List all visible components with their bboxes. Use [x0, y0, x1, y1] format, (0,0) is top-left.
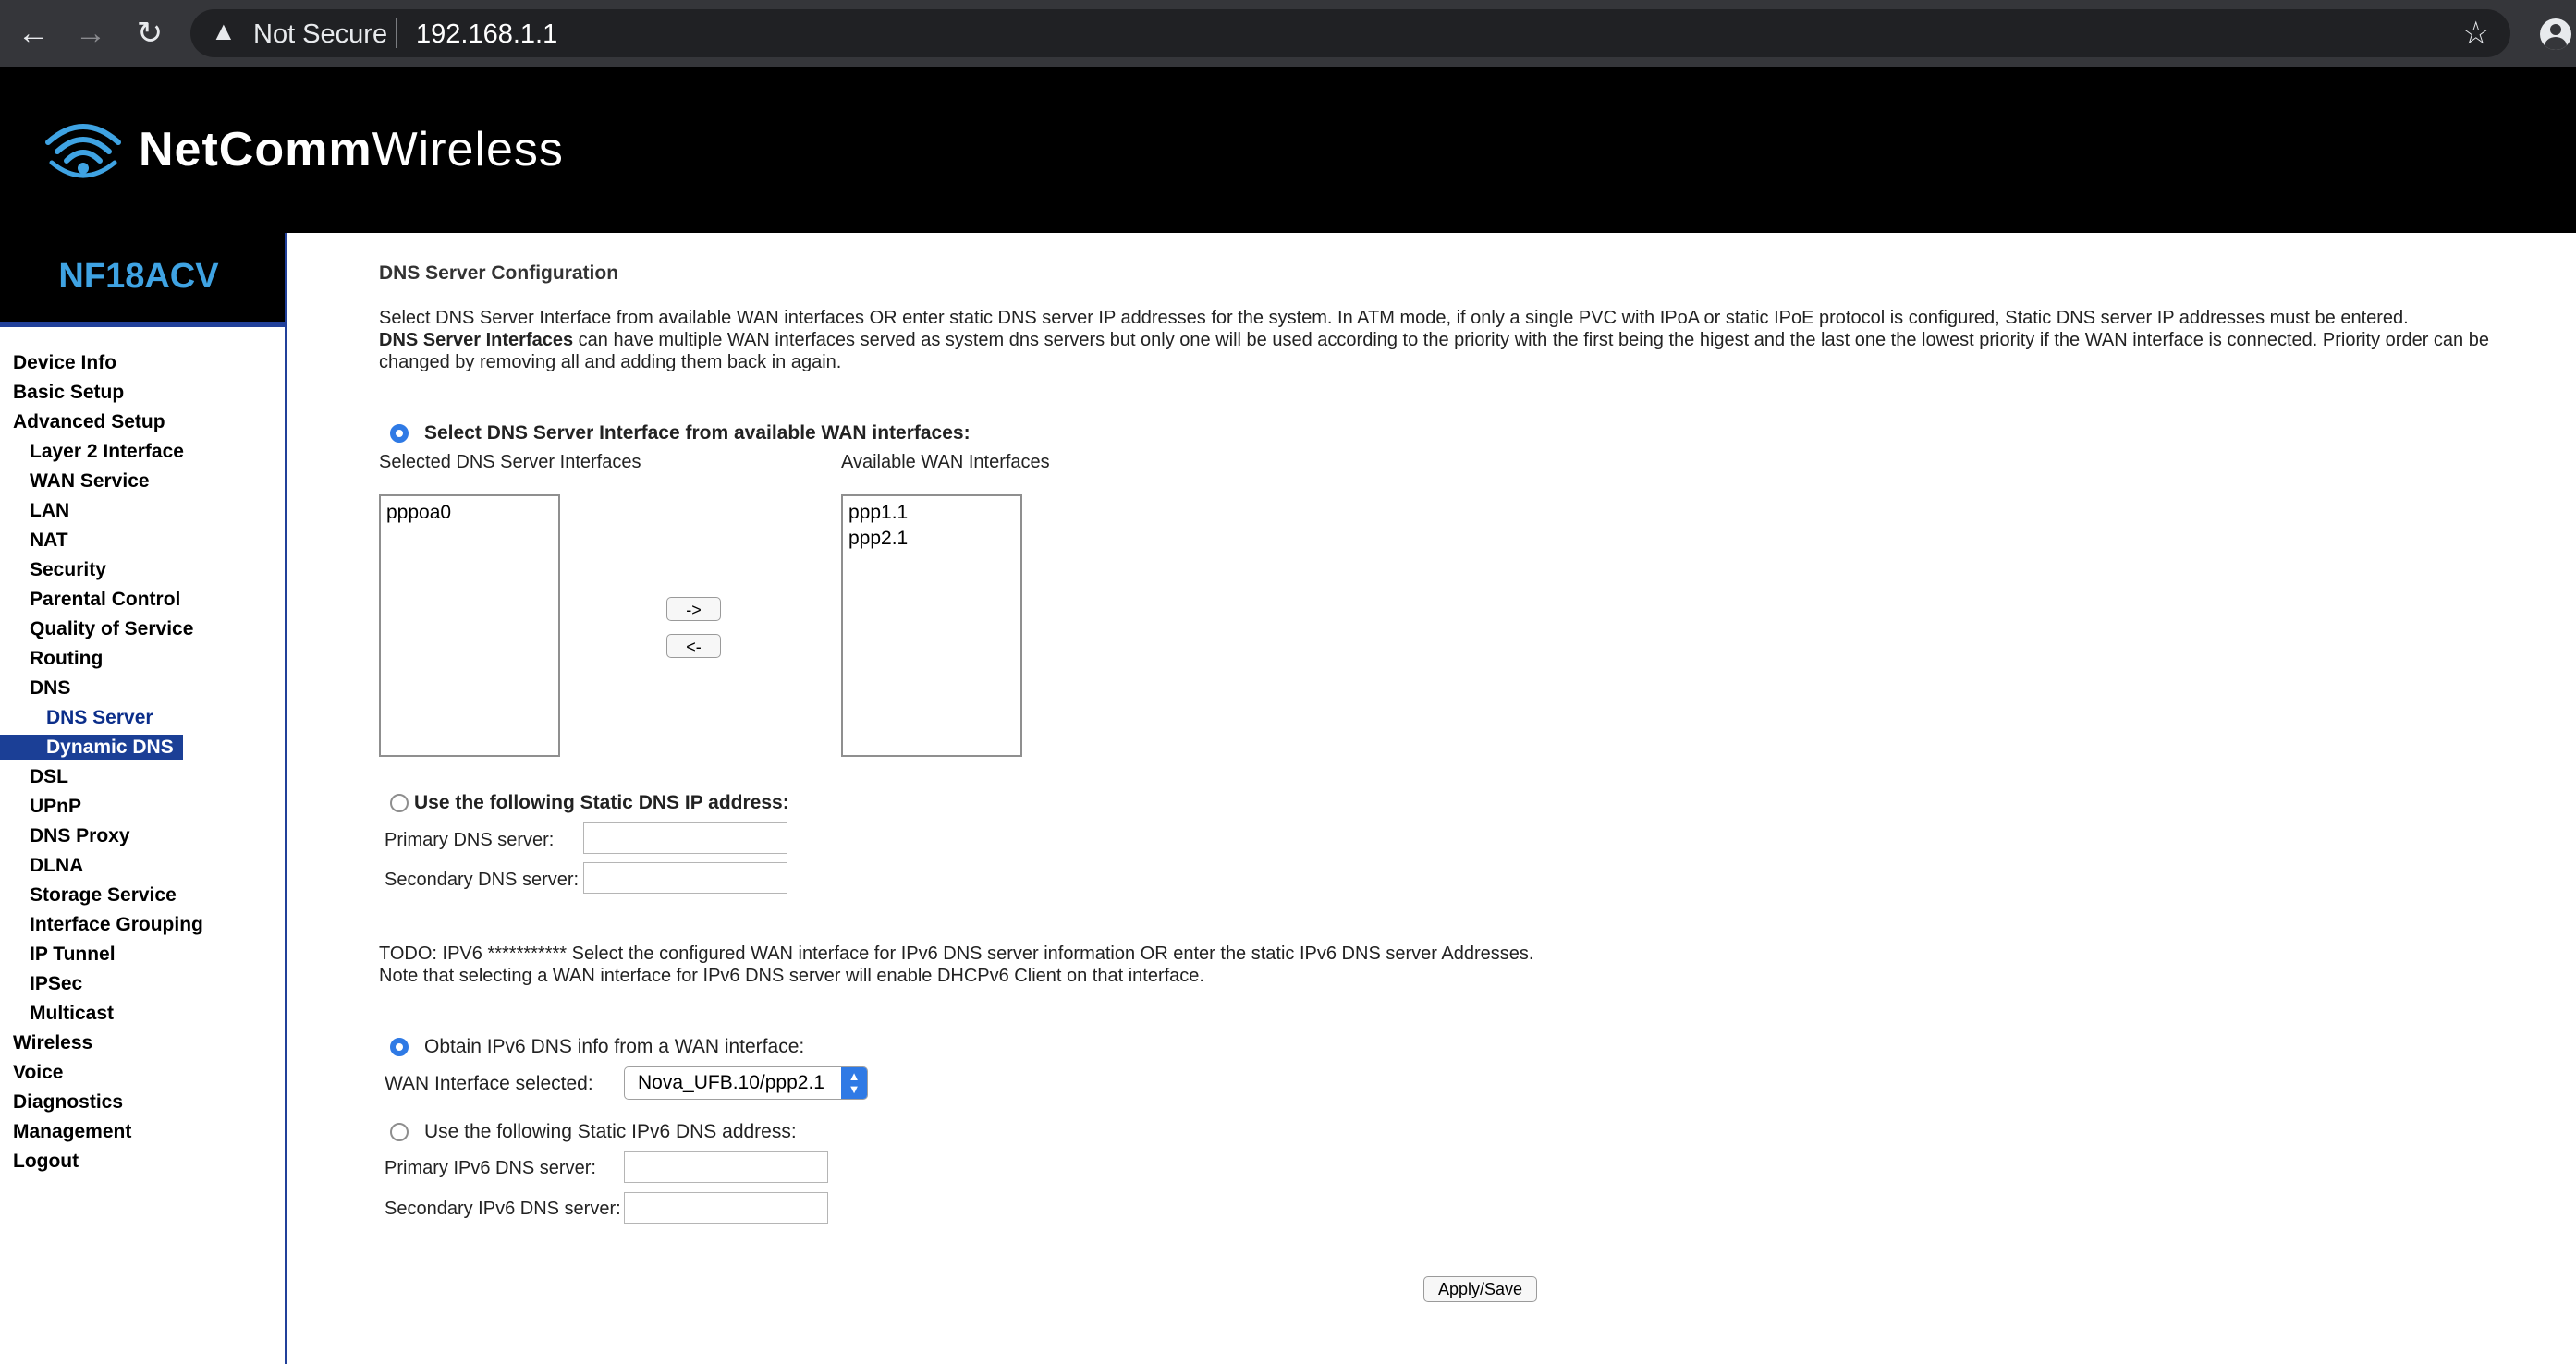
security-indicator[interactable]: Not Secure — [253, 19, 388, 49]
wan-interface-value: Nova_UFB.10/ppp2.1 — [638, 1072, 824, 1093]
sidebar-item-interface-grouping[interactable] — [0, 910, 285, 940]
sidebar-item-ipsec[interactable] — [0, 969, 285, 999]
sidebar-item-label: Security — [30, 559, 106, 580]
back-icon[interactable]: ← — [18, 16, 49, 51]
primary-ipv6-label: Primary IPv6 DNS server: — [385, 1158, 596, 1178]
wifi-logo-icon — [43, 115, 124, 183]
warning-icon: ▲ — [211, 17, 237, 45]
router-header — [0, 67, 2576, 233]
radio-static-dns-label: Use the following Static DNS IP address: — [414, 792, 789, 813]
radio-ipv6-static[interactable] — [390, 1123, 409, 1141]
move-right-button[interactable]: -> — [666, 597, 721, 621]
sidebar-item-label: IP Tunnel — [30, 944, 116, 965]
primary-dns-label: Primary DNS server: — [385, 830, 555, 850]
sidebar-item-label: Layer 2 Interface — [30, 441, 184, 462]
sidebar-item-label: Multicast — [30, 1003, 115, 1024]
sidebar-item-label: DNS Server — [46, 707, 153, 728]
sidebar-item-label: NAT — [30, 530, 68, 551]
radio-ipv6-static-label: Use the following Static IPv6 DNS address: — [424, 1121, 797, 1142]
sidebar-item-label: Voice — [13, 1062, 64, 1083]
list-item[interactable]: pppoa0 — [386, 502, 452, 523]
apply-save-button[interactable]: Apply/Save — [1423, 1276, 1537, 1302]
sidebar-item-basic-setup[interactable] — [0, 378, 285, 408]
sidebar-item-dns-proxy[interactable] — [0, 822, 285, 851]
wan-interface-select[interactable] — [624, 1066, 868, 1100]
sidebar-item-storage-service[interactable] — [0, 881, 285, 910]
sidebar-item-label: Advanced Setup — [13, 411, 165, 432]
sidebar-item-security[interactable] — [0, 555, 285, 585]
radio-wan-interface-label: Select DNS Server Interface from available WAN interfaces: — [424, 422, 971, 444]
description-line-1: Select DNS Server Interface from available WAN interfaces OR enter static DNS server IP addresses for the system. In ATM mode, if only a single PVC with IPoA or static IPoE protocol is configured, Static DNS server IP addresses must be entered. — [379, 308, 2409, 328]
primary-ipv6-input[interactable] — [624, 1151, 828, 1183]
description-line-3: changed by removing all and adding them back in again. — [379, 352, 842, 372]
sidebar-item-label: Routing — [30, 648, 104, 669]
sidebar-item-voice[interactable] — [0, 1058, 285, 1088]
sidebar-item-wan-service[interactable] — [0, 467, 285, 496]
sidebar-item-routing[interactable] — [0, 644, 285, 674]
secondary-dns-input[interactable] — [583, 862, 787, 894]
available-interfaces-list[interactable] — [841, 494, 1022, 757]
profile-icon[interactable] — [2540, 18, 2571, 50]
sidebar-item-upnp[interactable] — [0, 792, 285, 822]
sidebar-item-dns[interactable] — [0, 674, 285, 703]
secondary-ipv6-input[interactable] — [624, 1192, 828, 1224]
radio-ipv6-wan-label: Obtain IPv6 DNS info from a WAN interface: — [424, 1036, 805, 1057]
sidebar-item-label: Diagnostics — [13, 1091, 124, 1113]
sidebar-item-label: Logout — [13, 1151, 79, 1172]
model-name: NF18ACV — [58, 257, 219, 296]
model-box — [0, 233, 285, 327]
wan-interface-label: WAN Interface selected: — [385, 1073, 593, 1094]
radio-wan-interface[interactable] — [390, 424, 409, 443]
sidebar-item-lan[interactable] — [0, 496, 285, 526]
secondary-ipv6-label: Secondary IPv6 DNS server: — [385, 1199, 621, 1219]
sidebar-item-wireless[interactable] — [0, 1029, 285, 1058]
sidebar-item-label: IPSec — [30, 973, 83, 994]
sidebar-item-label: Dynamic DNS — [0, 735, 183, 760]
sidebar-item-diagnostics[interactable] — [0, 1088, 285, 1117]
sidebar-item-label: Storage Service — [30, 884, 177, 906]
sidebar-item-device-info[interactable] — [0, 348, 285, 378]
sidebar-item-dsl[interactable] — [0, 762, 285, 792]
sidebar-item-dynamic-dns[interactable] — [0, 733, 285, 762]
sidebar-item-label: DSL — [30, 766, 68, 787]
sidebar-item-label: Device Info — [13, 352, 117, 373]
sidebar-item-label: Management — [13, 1121, 132, 1142]
page-title: DNS Server Configuration — [379, 262, 619, 284]
browser-toolbar — [0, 0, 2576, 67]
sidebar-item-label: Basic Setup — [13, 382, 125, 403]
move-left-button[interactable]: <- — [666, 634, 721, 658]
brand-logo: NetCommWireless — [139, 123, 564, 177]
ipv6-note-1: TODO: IPV6 *********** Select the configured WAN interface for IPv6 DNS server information OR enter the static IPv6 DNS server Addresses. — [379, 944, 1534, 964]
selected-interfaces-list[interactable] — [379, 494, 560, 757]
sidebar-item-label: Parental Control — [30, 589, 181, 610]
forward-icon[interactable]: → — [75, 16, 106, 51]
sidebar-item-label: UPnP — [30, 796, 82, 817]
sidebar-item-label: WAN Service — [30, 470, 150, 492]
sidebar-item-layer-2-interface[interactable] — [0, 437, 285, 467]
list-item[interactable]: ppp1.1 — [848, 502, 909, 523]
sidebar-menu — [0, 348, 285, 1176]
url-text[interactable]: 192.168.1.1 — [416, 19, 558, 49]
sidebar-item-label: DNS — [30, 677, 71, 699]
sidebar-item-multicast[interactable] — [0, 999, 285, 1029]
sidebar-item-nat[interactable] — [0, 526, 285, 555]
ipv6-note-2: Note that selecting a WAN interface for IPv6 DNS server will enable DHCPv6 Client on that interface. — [379, 966, 1204, 986]
secondary-dns-label: Secondary DNS server: — [385, 870, 580, 890]
sidebar-item-label: DLNA — [30, 855, 84, 876]
sidebar-item-dns-server[interactable] — [0, 703, 285, 733]
list-item[interactable]: ppp2.1 — [848, 528, 909, 549]
radio-ipv6-wan[interactable] — [390, 1038, 409, 1056]
available-interfaces-label: Available WAN Interfaces — [841, 452, 1050, 472]
star-icon[interactable]: ☆ — [2461, 16, 2490, 51]
radio-static-dns[interactable] — [390, 794, 409, 812]
sidebar-item-parental-control[interactable] — [0, 585, 285, 615]
sidebar-item-logout[interactable] — [0, 1147, 285, 1176]
sidebar-item-label: Interface Grouping — [30, 914, 203, 935]
sidebar-item-ip-tunnel[interactable] — [0, 940, 285, 969]
sidebar-item-advanced-setup[interactable] — [0, 408, 285, 437]
sidebar-item-dlna[interactable] — [0, 851, 285, 881]
description-line-2: DNS Server Interfaces can have multiple WAN interfaces served as system dns servers but only one will be used according to the priority with the first being the higest and the last one the lowest priority if the WAN interface is connected. Priority order can be — [379, 330, 2489, 350]
sidebar-item-label: Wireless — [13, 1032, 93, 1053]
address-divider — [396, 18, 397, 48]
sidebar-item-quality-of-service[interactable] — [0, 615, 285, 644]
selected-interfaces-label: Selected DNS Server Interfaces — [379, 452, 641, 472]
sidebar-item-label: LAN — [30, 500, 70, 521]
sidebar-item-label: DNS Proxy — [30, 825, 130, 846]
reload-icon[interactable]: ↻ — [136, 16, 164, 51]
sidebar — [0, 233, 287, 1364]
primary-dns-input[interactable] — [583, 822, 787, 854]
address-bar[interactable] — [190, 9, 2510, 57]
sidebar-item-management[interactable] — [0, 1117, 285, 1147]
sidebar-item-label: Quality of Service — [30, 618, 194, 639]
chevron-updown-icon: ▲ ▼ — [841, 1067, 867, 1099]
